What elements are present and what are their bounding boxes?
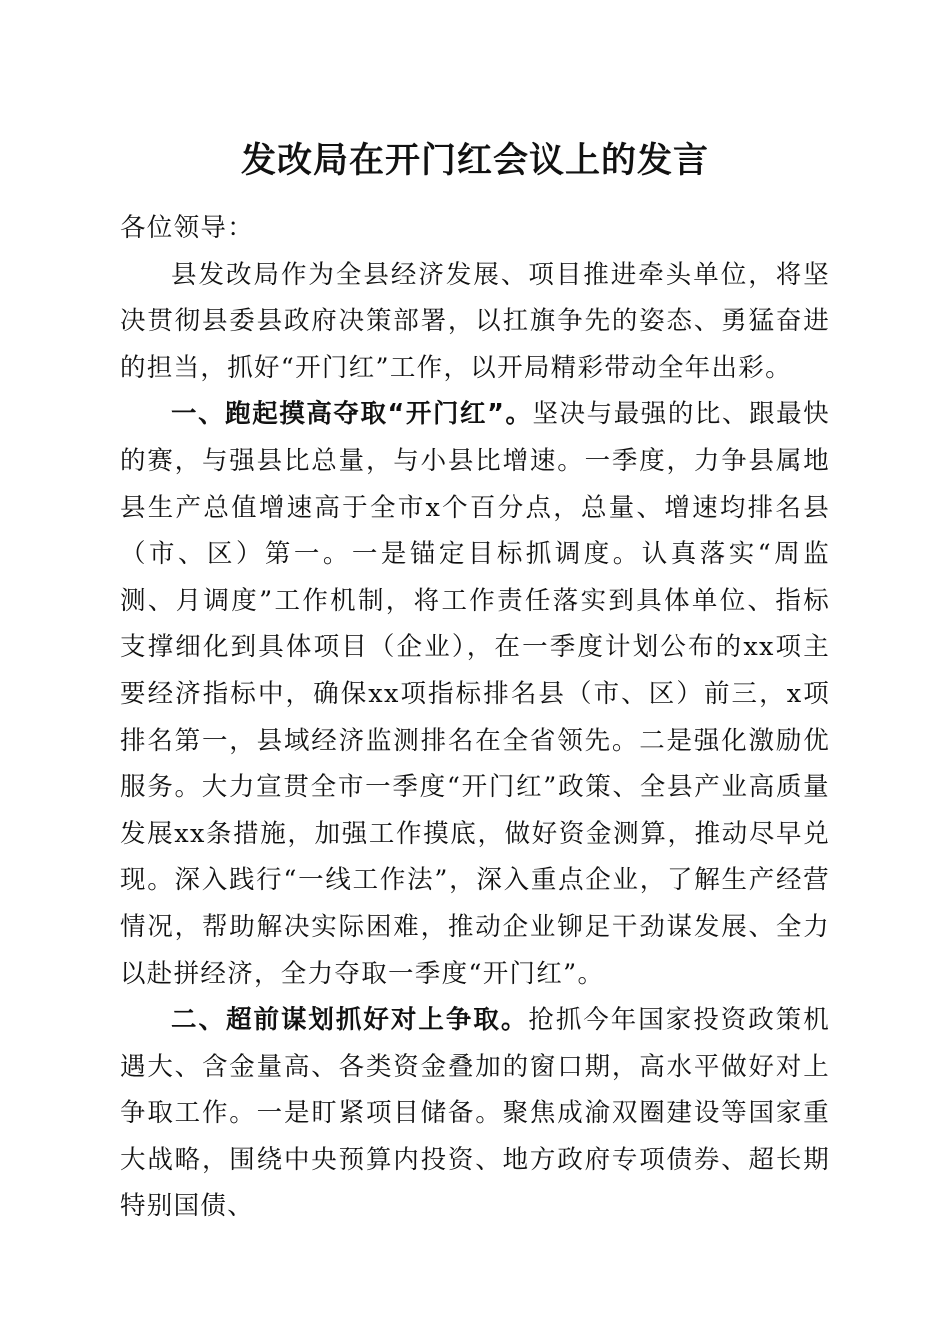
section-1-body: 坚决与最强的比、跟最快的赛，与强县比总量，与小县比增速。一季度，力争县属地县生产总值增速高于全市x个百分点，总量、增速均排名县（市、区）第一。一是锚定目标抓调度。认真落实“周监测、月调度”工作机制，将工作责任落实到具体单位、指标支撑细化到具体项目（企业），在一季度计划公布的xx项主要经济指标中，确保xx项指标排名县（市、区）前三，x项排名第一，县域经济监测排名在全省领先。二是强化激励优服务。大力宣贯全市一季度“开门红”政策、全县产业高质量发展xx条措施，加强工作摸底，做好资金测算，推动尽早兑现。深入践行“一线工作法”，深入重点企业，了解生产经营情况，帮助解决实际困难，推动企业铆足干劲谋发展、全力以赴拼经济，全力夺取一季度“开门红”。 xyxy=(120,399,830,989)
section-1-heading: 一、跑起摸高夺取“开门红”。 xyxy=(171,399,533,430)
section-2-paragraph xyxy=(120,997,830,1230)
document-title: 发改局在开门红会议上的发言 xyxy=(240,140,709,181)
intro-paragraph: 县发改局作为全县经济发展、项目推进牵头单位，将坚决贯彻县委县政府决策部署，以扛旗争先的姿态、勇猛奋进的担当，抓好“开门红”工作，以开局精彩带动全年出彩。 xyxy=(120,259,830,383)
section-2-heading: 二、超前谋划抓好对上争取。 xyxy=(171,1005,529,1036)
document-body xyxy=(120,205,830,1230)
section-2-body: 抢抓今年国家投资政策机遇大、含金量高、各类资金叠加的窗口期，高水平做好对上争取工作。一是盯紧项目储备。聚焦成渝双圈建设等国家重大战略，围绕中央预算内投资、地方政府专项债券、超长期特别国债、 xyxy=(120,1005,830,1222)
section-1-paragraph xyxy=(120,391,830,997)
salutation: 各位领导： xyxy=(120,213,255,243)
